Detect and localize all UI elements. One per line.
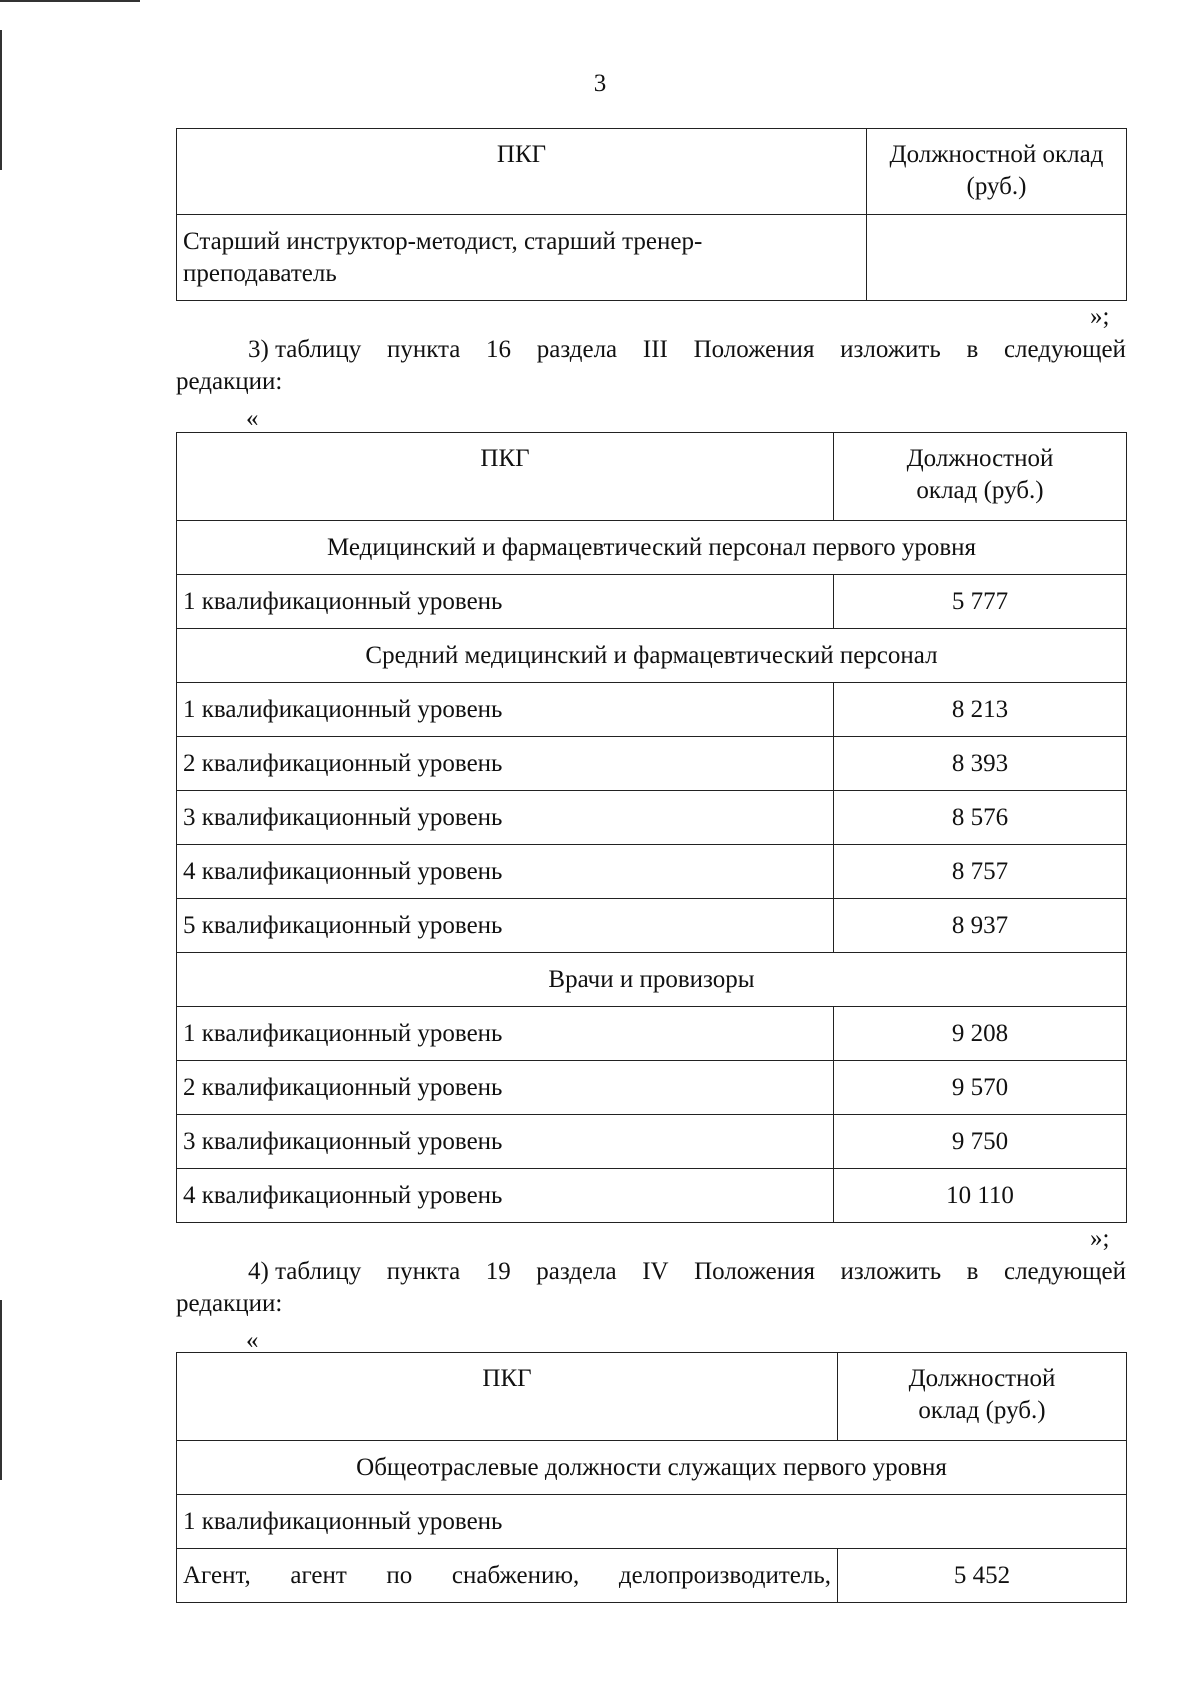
level-label: 1 квалификационный уровень xyxy=(177,1495,1127,1549)
word: 4) таблицу xyxy=(248,1258,362,1285)
table-row xyxy=(177,899,1127,953)
row-value xyxy=(867,215,1127,301)
row-value: 9 208 xyxy=(834,1007,1127,1061)
table-row xyxy=(177,1549,1127,1603)
row-label: 4 квалификационный уровень xyxy=(177,1169,834,1223)
word: IV xyxy=(642,1258,669,1285)
row-label: 5 квалификационный уровень xyxy=(177,899,834,953)
scan-edge-mark xyxy=(0,30,2,170)
word: раздела xyxy=(536,1258,617,1285)
word: следующей xyxy=(1003,1258,1126,1285)
word: в xyxy=(966,336,979,363)
word: снабжению, xyxy=(451,1561,580,1589)
row-value: 10 110 xyxy=(834,1169,1127,1223)
group-row xyxy=(177,1441,1127,1495)
paragraph-3-line-1 xyxy=(176,334,1126,366)
row-value: 8 576 xyxy=(834,791,1127,845)
row-value: 8 213 xyxy=(834,683,1127,737)
row-label: 1 квалификационный уровень xyxy=(177,1007,834,1061)
table-row xyxy=(177,1061,1127,1115)
paragraph-4 xyxy=(176,1256,1126,1320)
row-label: 2 квалификационный уровень xyxy=(177,1061,834,1115)
table-row xyxy=(177,1169,1127,1223)
table-row xyxy=(177,1007,1127,1061)
opening-quote: « xyxy=(246,1327,259,1354)
header-salary: Должностной оклад (руб.) xyxy=(838,1353,1127,1441)
group-row xyxy=(177,629,1127,683)
table-row xyxy=(177,1115,1127,1169)
header-pkg: ПКГ xyxy=(177,129,867,215)
word: пункта xyxy=(386,336,461,363)
word: 19 xyxy=(485,1258,511,1285)
row-label: 4 квалификационный уровень xyxy=(177,845,834,899)
word: раздела xyxy=(536,336,618,363)
scan-edge-mark xyxy=(0,0,140,2)
word: Агент, xyxy=(183,1561,251,1589)
word: по xyxy=(386,1561,413,1589)
group-title: Врачи и провизоры xyxy=(177,953,1127,1007)
table-2 xyxy=(176,432,1127,1223)
word: Положения xyxy=(694,1258,815,1285)
word: 16 xyxy=(486,336,512,363)
word: пункта xyxy=(386,1258,461,1285)
row-label: 3 квалификационный уровень xyxy=(177,1115,834,1169)
group-row xyxy=(177,953,1127,1007)
row-value: 8 937 xyxy=(834,899,1127,953)
table-row xyxy=(177,791,1127,845)
word: 3) таблицу xyxy=(248,336,362,363)
row-label: 1 квалификационный уровень xyxy=(177,683,834,737)
paragraph-3-line-2: редакции: xyxy=(176,368,283,395)
word: изложить xyxy=(840,336,941,363)
table-row xyxy=(177,845,1127,899)
table-3 xyxy=(176,1352,1127,1603)
row-value: 8 393 xyxy=(834,737,1127,791)
row-value: 5 452 xyxy=(838,1549,1127,1603)
table-row xyxy=(177,575,1127,629)
header-salary: Должностной оклад (руб.) xyxy=(834,433,1127,521)
word: делопроизводитель, xyxy=(618,1561,831,1589)
row-label: 1 квалификационный уровень xyxy=(177,575,834,629)
paragraph-4-line-2: редакции: xyxy=(176,1290,283,1317)
table-row xyxy=(177,737,1127,791)
table-row xyxy=(177,683,1127,737)
table-row xyxy=(177,1495,1127,1549)
word: III xyxy=(642,336,668,363)
group-title: Общеотраслевые должности служащих первого уровня xyxy=(177,1441,1127,1495)
page-number: 3 xyxy=(593,70,607,97)
group-title: Средний медицинский и фармацевтический персонал xyxy=(177,629,1127,683)
header-salary: Должностной оклад (руб.) xyxy=(867,129,1127,215)
row-value: 5 777 xyxy=(834,575,1127,629)
row-label: Старший инструктор-методист, старший тренер- преподаватель xyxy=(177,215,867,301)
row-value: 9 570 xyxy=(834,1061,1127,1115)
opening-quote: « xyxy=(246,405,259,432)
table-row xyxy=(177,215,1127,301)
word: Положения xyxy=(693,336,815,363)
row-value: 9 750 xyxy=(834,1115,1127,1169)
word: следующей xyxy=(1003,336,1126,363)
group-row xyxy=(177,521,1127,575)
row-label: 3 квалификационный уровень xyxy=(177,791,834,845)
header-pkg: ПКГ xyxy=(177,433,834,521)
closing-quote: »; xyxy=(1090,303,1110,330)
table-header-row xyxy=(177,1353,1127,1441)
closing-quote: »; xyxy=(1090,1225,1110,1252)
table-1 xyxy=(176,128,1127,301)
row-label: 2 квалификационный уровень xyxy=(177,737,834,791)
row-value: 8 757 xyxy=(834,845,1127,899)
group-title: Медицинский и фармацевтический персонал первого уровня xyxy=(177,521,1127,575)
paragraph-3 xyxy=(176,334,1126,398)
table-header-row xyxy=(177,129,1127,215)
scan-edge-mark xyxy=(0,1300,2,1480)
paragraph-4-line-1 xyxy=(176,1256,1126,1288)
table-header-row xyxy=(177,433,1127,521)
row-label xyxy=(177,1549,838,1603)
word: в xyxy=(966,1258,979,1285)
word: изложить xyxy=(840,1258,942,1285)
word: агент xyxy=(290,1561,347,1589)
header-pkg: ПКГ xyxy=(177,1353,838,1441)
